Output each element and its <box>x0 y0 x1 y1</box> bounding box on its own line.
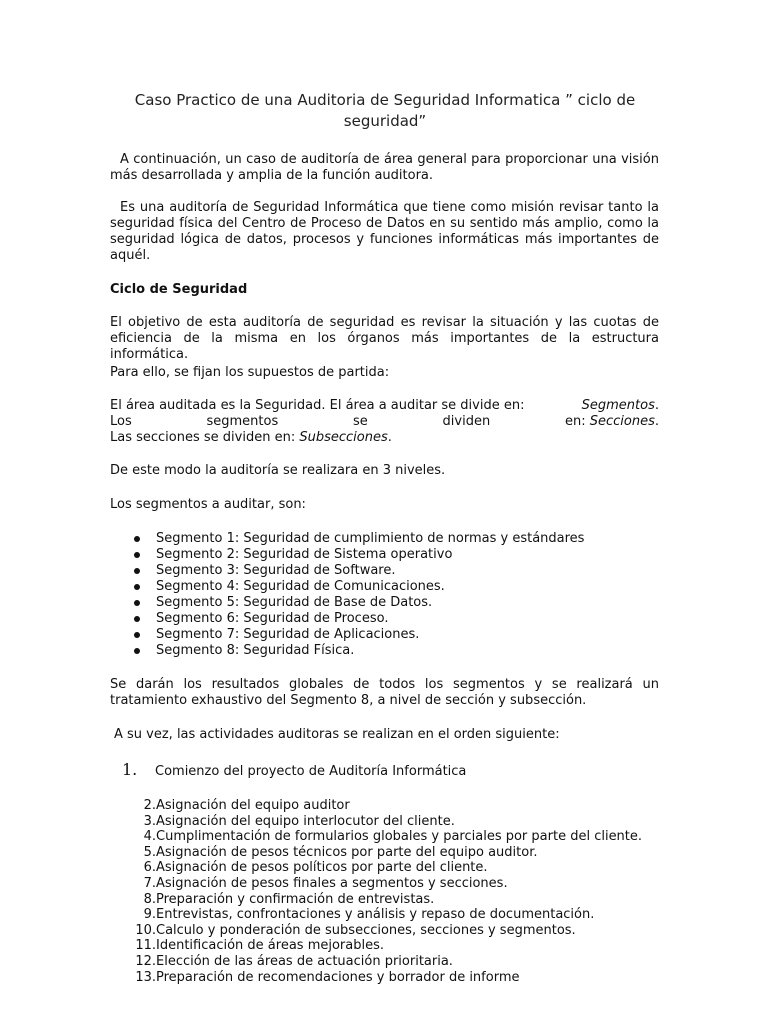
premises-intro: Para ello, se fijan los supuestos de partida: <box>110 365 390 380</box>
step-number: 6. <box>143 860 156 876</box>
list-item <box>110 891 435 908</box>
list-item <box>110 953 453 970</box>
levels-paragraph: De este modo la auditoría se realizara en 3 niveles. <box>110 463 446 478</box>
step-number: 5. <box>143 844 156 860</box>
list-item <box>110 844 538 861</box>
step-text: Elección de las áreas de actuación prioritaria. <box>156 953 453 969</box>
bullet-icon <box>134 600 140 606</box>
step-text: Asignación del equipo auditor <box>156 798 350 813</box>
step-text: Asignación de pesos finales a segmentos y secciones. <box>156 875 508 891</box>
area-line-1-text: El área auditada es la Seguridad. El área a auditar se divide en: <box>110 398 525 413</box>
list-item <box>110 907 595 923</box>
segments-list <box>110 531 584 659</box>
area-line-2-word: dividen <box>442 414 491 429</box>
bullet-icon <box>134 616 140 622</box>
area-line-2-word: Los <box>110 414 132 429</box>
bullet-icon <box>134 632 140 638</box>
bullet-icon <box>134 584 140 590</box>
step-text: Asignación de pesos técnicos por parte del equipo auditor. <box>156 844 538 860</box>
area-paragraph <box>110 398 659 446</box>
step-text: Calculo y ponderación de subsecciones, secciones y segmentos. <box>156 922 576 938</box>
step-number: 9. <box>143 907 156 923</box>
step-text: Asignación del equipo interlocutor del cliente. <box>156 813 455 829</box>
section-heading: Ciclo de Seguridad <box>110 282 248 297</box>
step-text: Asignación de pesos políticos por parte del cliente. <box>156 860 488 876</box>
step-number: 10. <box>135 922 156 938</box>
list-item <box>110 875 508 892</box>
area-line-2-word: segmentos <box>206 414 279 429</box>
document-title: Caso Practico de una Auditoria de Seguridad Informatica ” ciclo de seguridad” <box>134 91 636 130</box>
step-number: 2. <box>143 798 156 813</box>
intro-paragraph: A continuación, un caso de auditoría de área general para proporcionar una visión más desarrollada y amplia de la función auditora. <box>110 152 659 183</box>
objective-paragraph: El objetivo de esta auditoría de seguridad es revisar la situación y las cuotas de eficiencia de la misma en los órganos más importantes de la estructura informática. <box>110 315 659 362</box>
bullet-icon <box>134 536 140 542</box>
list-item <box>110 969 520 986</box>
results-paragraph: Se darán los resultados globales de todos los segmentos y se realizará un tratamiento exhaustivo del Segmento 8, a nivel de sección y subsección. <box>110 677 659 708</box>
list-item: Segmento 4: Seguridad de Comunicaciones. <box>110 579 584 595</box>
area-line-2-term: en: Secciones. <box>564 414 659 429</box>
step-number: 11. <box>135 938 156 954</box>
step-number: 3. <box>143 813 156 829</box>
list-item: Segmento 2: Seguridad de Sistema operativo <box>110 547 584 563</box>
list-item <box>110 938 385 954</box>
step-1 <box>122 760 466 782</box>
step-number: 12. <box>135 953 156 969</box>
step-text: Entrevistas, confrontaciones y análisis y repaso de documentación. <box>156 907 595 923</box>
step-text: Identificación de áreas mejorables. <box>156 938 385 954</box>
step-number: 8. <box>143 891 156 907</box>
list-item <box>110 860 488 876</box>
description-paragraph: Es una auditoría de Seguridad Informática que tiene como misión revisar tanto la seguridad física del Centro de Proceso de Datos en su sentido más amplio, como la seguridad lógica de datos, procesos y funciones informáticas más importantes de aquél. <box>110 200 659 263</box>
segments-intro: Los segmentos a auditar, son: <box>110 497 306 512</box>
activities-intro: A su vez, las actividades auditoras se realizan en el orden siguiente: <box>114 727 560 742</box>
list-item <box>110 813 455 830</box>
list-item: Segmento 8: Seguridad Física. <box>110 643 584 659</box>
bullet-icon <box>134 648 140 654</box>
step-text: Preparación de recomendaciones y borrador de informe <box>156 969 520 985</box>
area-line-3: Las secciones se dividen en: Subsecciones. <box>110 430 392 445</box>
list-item: Segmento 5: Seguridad de Base de Datos. <box>110 595 584 611</box>
bullet-icon <box>134 552 140 558</box>
steps-list <box>110 798 643 985</box>
bullet-icon <box>134 568 140 574</box>
list-item: Segmento 7: Seguridad de Aplicaciones. <box>110 627 584 643</box>
area-line-1 <box>110 398 659 414</box>
list-item <box>110 922 576 939</box>
list-item: Segmento 6: Seguridad de Proceso. <box>110 611 584 627</box>
area-line-2-word: se <box>353 414 368 429</box>
area-line-2 <box>110 414 659 430</box>
list-item <box>110 829 643 845</box>
step-number: 13. <box>135 969 156 985</box>
step-text: Preparación y confirmación de entrevistas. <box>156 891 435 907</box>
list-item: Segmento 3: Seguridad de Software. <box>110 563 584 579</box>
area-line-1-term: Segmentos. <box>581 398 659 413</box>
list-item <box>110 798 350 814</box>
step-number: 7. <box>143 875 156 891</box>
step-number: 1. <box>122 760 138 779</box>
list-item: Segmento 1: Seguridad de cumplimiento de normas y estándares <box>110 531 584 547</box>
step-text: Cumplimentación de formularios globales y parciales por parte del cliente. <box>156 829 643 845</box>
step-text: Comienzo del proyecto de Auditoría Informática <box>155 764 467 779</box>
step-number: 4. <box>143 829 156 845</box>
